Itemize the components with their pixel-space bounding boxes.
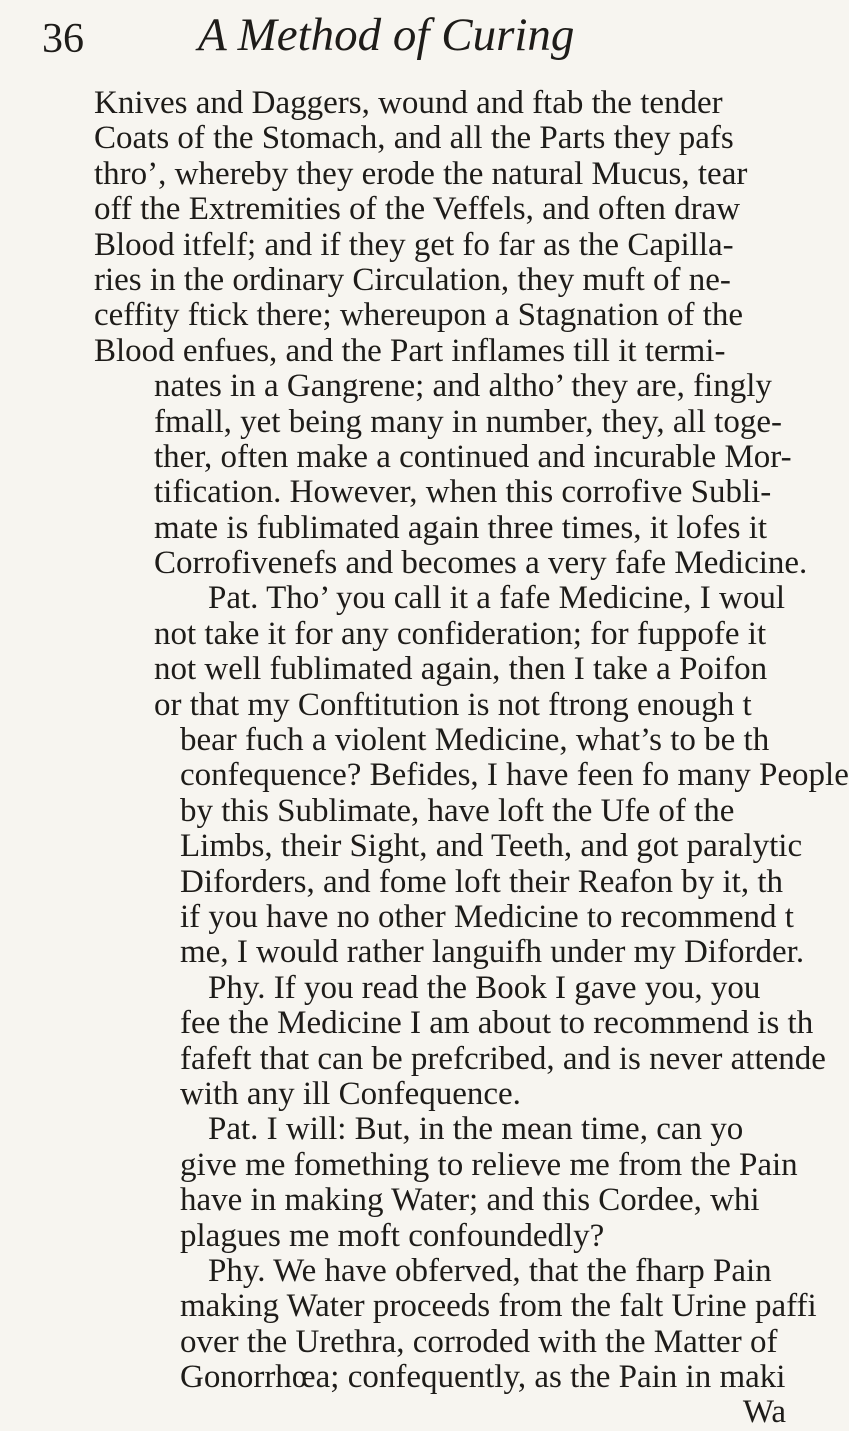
text-line: Diforders, and fome loft their Reafon by it, th: [180, 863, 784, 900]
page-number: 36: [42, 16, 84, 62]
text-line: fee the Medicine I am about to recommend is th: [180, 1005, 814, 1042]
text-line: ceffity ftick there; whereupon a Stagnation of the: [94, 297, 744, 334]
text-line: Knives and Daggers, wound and ftab the tender: [94, 85, 723, 121]
text-line: thro’, whereby they erode the natural Mucus, tear: [94, 155, 748, 192]
text-line: Coats of the Stomach, and all the Parts they pafs: [94, 120, 734, 157]
text-line: off the Extremities of the Veffels, and often draw: [94, 191, 741, 228]
text-line: Phy. If you read the Book I gave you, you: [208, 969, 761, 1006]
text-line: Pat. I will: But, in the mean time, can yo: [208, 1111, 744, 1148]
text-line: not well fublimated again, then I take a Poifon: [154, 651, 768, 688]
text-line: Phy. We have obferved, that the fharp Pain: [208, 1252, 772, 1289]
text-line: confequence? Befides, I have feen fo many People: [180, 757, 849, 794]
text-line: Pat. Tho’ you call it a fafe Medicine, I woul: [208, 580, 786, 617]
text-line: give me fomething to relieve me from the Pain: [180, 1146, 798, 1183]
text-line: mate is fublimated again three times, it lofes it: [154, 509, 768, 546]
text-line: ries in the ordinary Circulation, they muft of ne-: [94, 261, 731, 298]
text-line: have in making Water; and this Cordee, whi: [180, 1182, 760, 1219]
text-line: by this Sublimate, have loft the Ufe of the: [180, 792, 735, 829]
text-line: Blood enfues, and the Part inflames till it termi-: [94, 332, 726, 369]
text-line: plagues me moft confoundedly?: [180, 1217, 605, 1254]
body-text: [94, 85, 849, 1431]
text-line: Corrofivenefs and becomes a very fafe Medicine.: [154, 545, 808, 582]
text-line: Gonorrhœa; confequently, as the Pain in maki: [180, 1359, 786, 1396]
text-line: with any ill Confequence.: [180, 1075, 521, 1112]
text-line: nates in a Gangrene; and altho’ they are, fingly: [154, 368, 772, 405]
catchword: Wa: [742, 1394, 786, 1431]
text-line: making Water proceeds from the falt Urine paffi: [180, 1288, 817, 1325]
text-line: over the Urethra, corroded with the Matter of: [180, 1323, 778, 1360]
text-line: if you have no other Medicine to recommend t: [180, 898, 794, 935]
text-line: fafeft that can be prefcribed, and is never attende: [180, 1040, 826, 1077]
text-line: not take it for any confideration; for fuppofe it: [154, 615, 767, 652]
text-line: or that my Conftitution is not ftrong enough t: [154, 686, 752, 723]
text-line: fmall, yet being many in number, they, all toge-: [154, 403, 782, 440]
text-line: ther, often make a continued and incurable Mor-: [154, 438, 792, 475]
text-line: Blood itfelf; and if they get fo far as the Capilla-: [94, 226, 734, 263]
text-line: Limbs, their Sight, and Teeth, and got paralytic: [180, 828, 803, 865]
text-line: tification. However, when this corrofive Subli-: [154, 474, 772, 511]
running-head: A Method of Curing: [198, 9, 575, 61]
text-line: me, I would rather languifh under my Diforder.: [180, 934, 805, 971]
text-line: bear fuch a violent Medicine, what’s to be th: [180, 722, 770, 759]
